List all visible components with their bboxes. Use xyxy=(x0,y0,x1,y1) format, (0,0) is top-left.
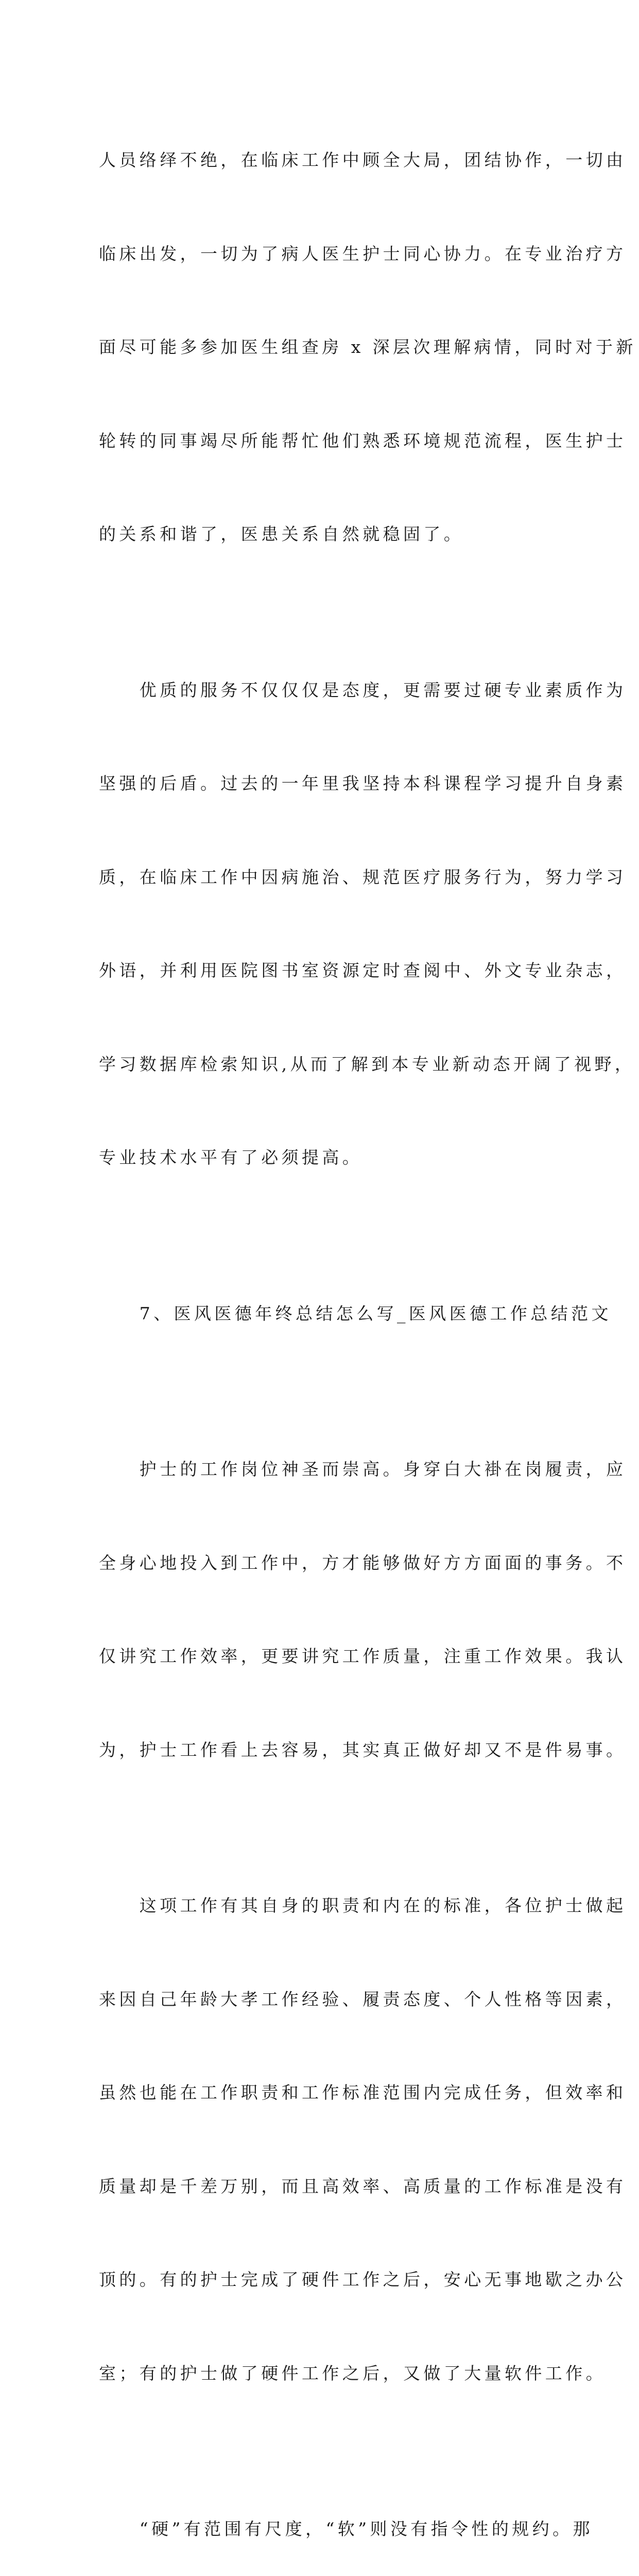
text-line: 学习数据库检索知识,从而了解到本专业新动态开阔了视野， xyxy=(99,1054,635,1074)
text-line: “硬”有范围有尺度，“软”则没有指令性的规约。那 xyxy=(99,2519,593,2539)
text-line: 外语，并利用医院图书室资源定时查阅中、外文专业杂志， xyxy=(99,960,627,980)
text-line: 的关系和谐了，医患关系自然就稳固了。 xyxy=(99,524,464,544)
text-line: 仅讲究工作效率，更要讲究工作质量，注重工作效果。我认 xyxy=(99,1646,627,1666)
text-line: 人员络绎不绝，在临床工作中顾全大局，团结协作，一切由 xyxy=(99,150,627,170)
text-line: 坚强的后盾。过去的一年里我坚持本科课程学习提升自身素 xyxy=(99,773,627,793)
text-line: 这项工作有其自身的职责和内在的标准，各位护士做起 xyxy=(99,1895,627,1916)
text-line: 质量却是千差万别，而且高效率、高质量的工作标准是没有 xyxy=(99,2176,627,2196)
text-line: 全身心地投入到工作中，方才能够做好方方面面的事务。不 xyxy=(99,1552,627,1573)
paragraph xyxy=(99,1392,627,1828)
text-line: 优质的服务不仅仅仅是态度，更需要过硬专业素质作为 xyxy=(99,680,627,700)
document-body xyxy=(99,82,636,2576)
text-line: 临床出发，一切为了病人医生护士同心协力。在专业治疗方 xyxy=(99,243,627,264)
text-line: 质，在临床工作中因病施治、规范医疗服务行为，努力学习 xyxy=(99,867,627,887)
text-line: 专业技术水平有了必须提高。 xyxy=(99,1147,363,1167)
text-line: 虽然也能在工作职责和工作标准范围内完成任务，但效率和 xyxy=(99,2082,627,2103)
text-line: 顶的。有的护士完成了硬件工作之后，安心无事地歇之办公 xyxy=(99,2269,627,2290)
text-line: 室；有的护士做了硬件工作之后，又做了大量软件工作。 xyxy=(99,2363,606,2383)
text-line: 面尽可能多参加医生组查房 x 深层次理解病情，同时对于新 xyxy=(99,337,636,357)
text-line: 来因自己年龄大孝工作经验、履责态度、个人性格等因素， xyxy=(99,1989,627,2009)
paragraph xyxy=(99,1828,627,2451)
text-line: 为，护士工作看上去容易，其实真正做好却又不是件易事。 xyxy=(99,1739,627,1760)
heading-line: 7、医风医德年终总结怎么写_医风医德工作总结范文 xyxy=(99,1303,612,1324)
paragraph xyxy=(99,613,635,1236)
section-heading xyxy=(99,1236,612,1392)
paragraph xyxy=(99,2451,593,2576)
text-line: 轮转的同事竭尽所能帮忙他们熟悉环境规范流程，医生护士 xyxy=(99,430,627,451)
text-line: 护士的工作岗位神圣而崇高。身穿白大褂在岗履责，应 xyxy=(99,1459,627,1479)
paragraph xyxy=(99,82,636,613)
